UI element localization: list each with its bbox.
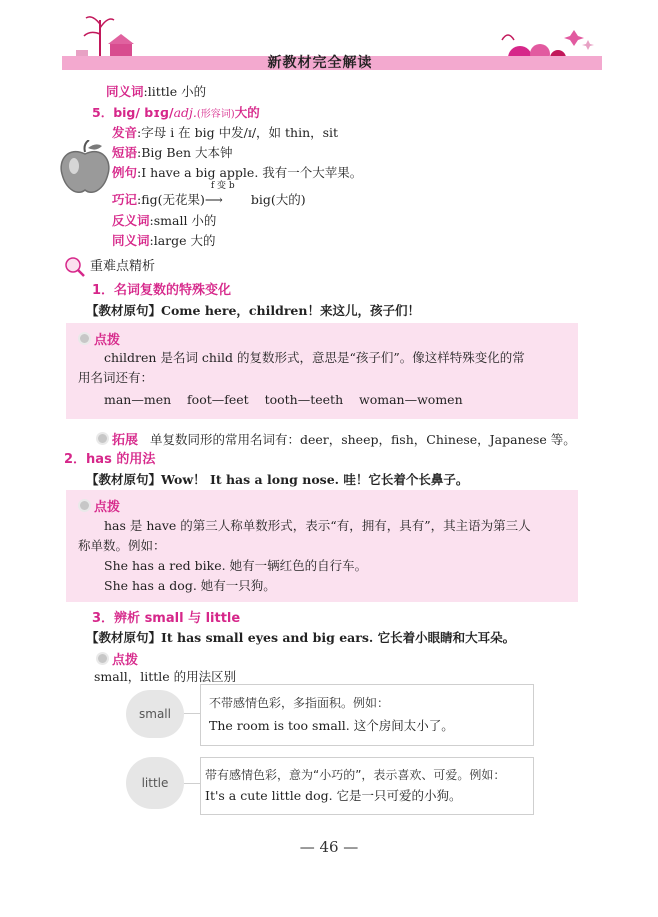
transform-arrow-note: f 变 b xyxy=(210,181,235,191)
bullet-icon xyxy=(78,499,91,512)
point2-tip-ex1: She has a red bike. 她有一辆红色的自行车。 xyxy=(104,558,368,573)
point1-title xyxy=(92,281,231,301)
example-text: :I have a big apple. 我有一个大苹果。 xyxy=(137,165,363,180)
point1-tip-head xyxy=(78,329,120,348)
part-of-speech-note: (形容词) xyxy=(196,109,235,120)
small-circle: small xyxy=(126,690,184,738)
point2-tip-text2: 称单数。例如： xyxy=(78,538,166,553)
synonym-text: :little 小的 xyxy=(143,84,207,99)
point2-tip-ex2: She has a dog. 她有一只狗。 xyxy=(104,578,276,593)
pronunciation-text: :字母 i 在 big 中发/ɪ/，如 thin，sit xyxy=(137,125,339,140)
point2-tip-text1: has 是 have 的第三人称单数形式，表示“有，拥有，具有”，其主语为第三人 xyxy=(104,518,531,533)
tip-heading: 点拨 xyxy=(112,653,139,668)
page-header-title: 新教材完全解读 xyxy=(267,55,373,71)
antonym-text: :small 小的 xyxy=(149,213,217,228)
synonym2-label: 同义词 xyxy=(112,233,150,248)
point1-source xyxy=(86,301,420,321)
small-usage-line1: 不带感情色彩，多指面积。例如： xyxy=(209,696,390,710)
memory-trick-text-b: big(大的) xyxy=(250,192,306,207)
bullet-icon xyxy=(96,652,109,665)
memory-trick-label: 巧记 xyxy=(112,192,138,207)
source-text: It has small eyes and big ears. 它长着小眼睛和大耳朵。 xyxy=(161,630,516,645)
source-text: Wow！ It has a long nose. 哇！它长着个长鼻子。 xyxy=(161,472,469,487)
tip-heading: 点拨 xyxy=(94,333,121,348)
small-usage-box xyxy=(200,684,534,746)
word-meaning: 大的 xyxy=(234,105,260,120)
point1-tip-text2: 用名词还有： xyxy=(78,370,154,385)
example-label: 例句 xyxy=(112,165,138,180)
point3-source xyxy=(86,628,515,648)
source-text: Come here，children！来这儿，孩子们！ xyxy=(161,303,420,318)
apple-icon xyxy=(58,140,112,196)
point1-tip-examples: man—men foot—feet tooth—teeth woman—women xyxy=(104,392,463,407)
synonym2-line xyxy=(112,231,216,251)
point2-tip-head xyxy=(78,496,120,515)
little-usage-line2: It's a cute little dog. 它是一只可爱的小狗。 xyxy=(205,788,462,803)
small-usage-line2: The room is too small. 这个房间太小了。 xyxy=(209,718,454,733)
pronunciation-line xyxy=(112,123,338,143)
synonym-line xyxy=(106,82,206,102)
little-circle: little xyxy=(126,757,184,809)
section-title: 重难点精析 xyxy=(90,259,156,274)
part-of-speech: adj. xyxy=(173,105,197,120)
little-usage-box xyxy=(200,757,534,815)
extension-text: 单复数同形的常用名词有：deer，sheep，fish，Chinese，Japanese 等。 xyxy=(149,432,576,447)
word-entry-big xyxy=(92,103,260,125)
point2-title xyxy=(64,450,155,470)
synonym2-text: :large 大的 xyxy=(149,233,216,248)
memory-trick-text-a: :fig(无花果) xyxy=(137,192,205,207)
point1-tip-text1: children 是名词 child 的复数形式，意思是“孩子们”。像这样特殊变化的常 xyxy=(104,350,525,365)
word-headword: 5．big/ bɪɡ/ xyxy=(92,105,174,120)
antonym-label: 反义词 xyxy=(112,213,150,228)
point3-intro: small，little 的用法区别 xyxy=(94,669,237,684)
example-line xyxy=(112,163,362,183)
phrase-text: :Big Ben 大本钟 xyxy=(137,145,233,160)
source-label: 【教材原句】 xyxy=(86,630,162,645)
magnifier-icon xyxy=(64,256,86,278)
pronunciation-label: 发音 xyxy=(112,125,138,140)
phrase-label: 短语 xyxy=(112,145,138,160)
synonym-label: 同义词 xyxy=(106,84,144,99)
point1-title-text: 1．名词复数的特殊变化 xyxy=(92,283,232,298)
source-label: 【教材原句】 xyxy=(86,303,162,318)
page-number: — 46 — xyxy=(299,838,359,856)
source-label: 【教材原句】 xyxy=(86,472,162,487)
point1-extension xyxy=(96,430,576,451)
point3-tip-head xyxy=(96,649,138,668)
point2-title-text: 2．has 的用法 xyxy=(64,452,156,467)
antonym-line xyxy=(112,211,216,231)
phrase-line xyxy=(112,143,233,163)
tip-heading: 点拨 xyxy=(94,500,121,515)
point3-title-text: 3．辨析 small 与 little xyxy=(92,611,241,626)
bullet-icon xyxy=(78,332,91,345)
point2-source xyxy=(86,470,468,490)
point3-title xyxy=(92,609,240,629)
transform-arrow-icon: f 变 b ⟶ xyxy=(205,190,251,210)
little-usage-line1: 带有感情色彩，意为“小巧的”，表示喜欢、可爱。例如： xyxy=(205,768,506,782)
extension-heading: 拓展 xyxy=(112,433,139,448)
bullet-icon xyxy=(96,432,109,445)
memory-trick-line xyxy=(112,181,306,210)
